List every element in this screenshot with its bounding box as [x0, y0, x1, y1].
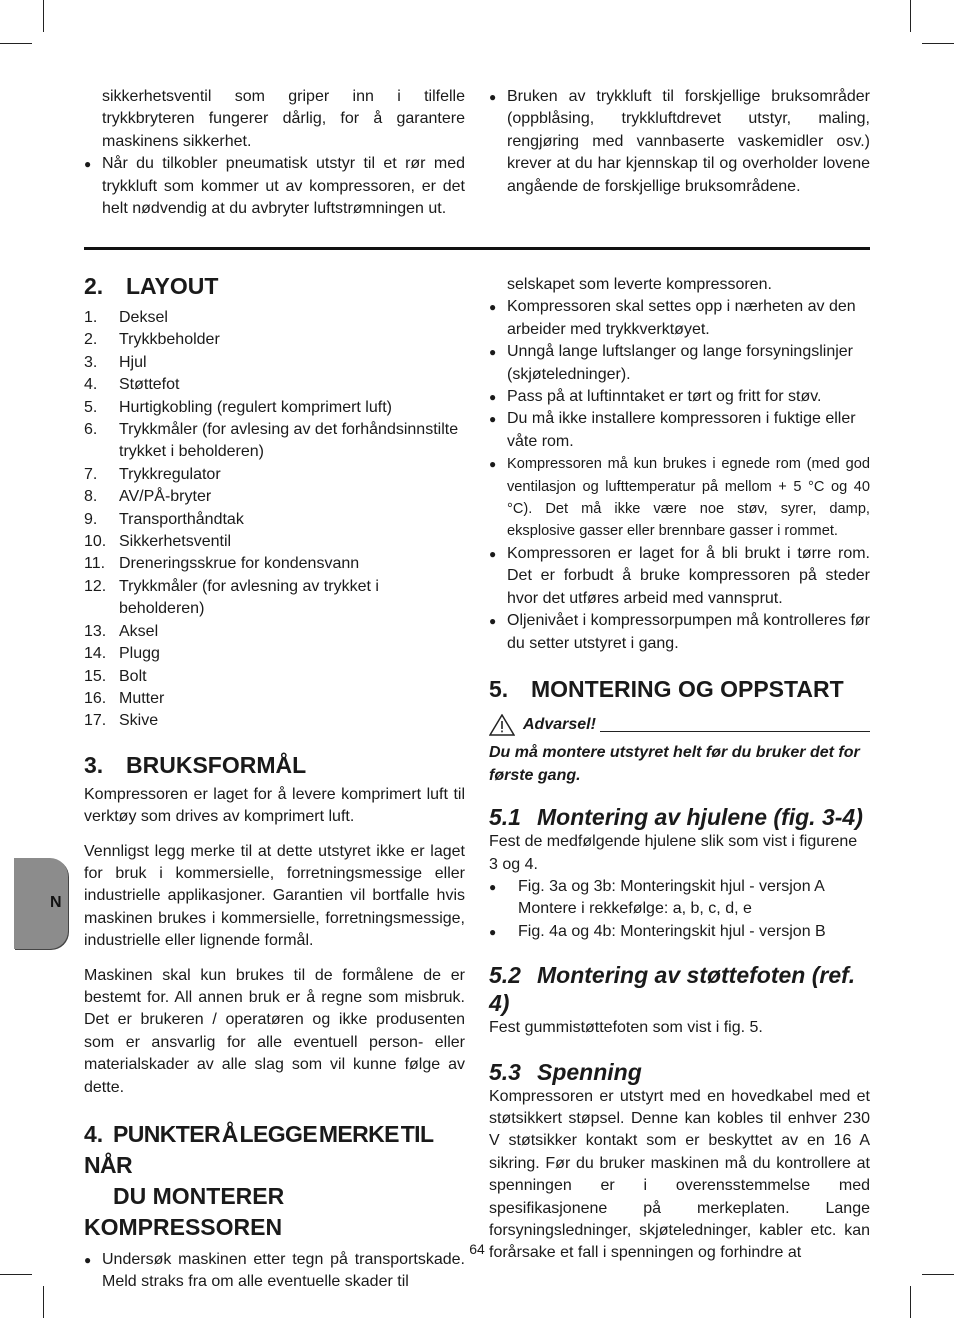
right-bullet: ● Kompressoren skal settes opp i nærheten av den arbeider med trykkverktøyet.: [489, 296, 870, 341]
layout-heading: [84, 272, 465, 301]
crop-mark: [0, 43, 32, 44]
punkter-heading: [84, 1119, 465, 1243]
list-item: 13. Aksel: [84, 622, 159, 640]
section-5-2-number: 5.2: [489, 962, 521, 989]
warning-triangle-icon: [489, 714, 515, 736]
warning-text: Du må montere utstyret helt før du bruker det for første gang.: [489, 744, 860, 784]
section-divider: [84, 247, 870, 250]
crop-mark: [922, 43, 954, 44]
punkter-heading-number: 4.: [84, 1121, 104, 1147]
list-item: 4. Støttefot: [84, 376, 180, 394]
right-bullet: ● Unngå lange luftslanger og lange forsyningslinjer (skjøteledninger).: [489, 341, 870, 386]
pneumatic-bullet: ● Når du tilkobler pneumatisk utstyr til et rør med trykkluft som kommer ut av kompressoren, er det helt nødvendig at du avbryter luftstrømningen ut.: [84, 153, 465, 220]
list-item: 9. Transporthåndtak: [84, 510, 244, 528]
list-item: 8. AV/PÅ-bryter: [84, 488, 212, 506]
right-bullet: ● Pass på at luftinntaket er tørt og fritt for støv.: [489, 386, 870, 408]
bruksformal-heading-title: BRUKSFORMÅL: [126, 751, 307, 778]
safety-valve-continuation: sikkerhetsventil som griper inn i tilfelle trykkbryteren fungerer dårlig, for å garantere maskinens sikkerhet.: [102, 88, 465, 150]
section-5-2-title: Montering av støttefoten (ref. 4): [489, 962, 856, 1017]
section-5-1-number: 5.1: [489, 804, 521, 831]
bruk-paragraph-2: Vennligst legg merke til at dette utstyret ikke er laget for bruk i kommersielle, forretningsmessige eller industrielle applikasjoner. Garantien vil bortfalle hvis maskinen brukes i kommersielle, forretningsmessige, industrielle eller lignende formål.: [84, 842, 465, 950]
bruk-paragraph-3: Maskinen skal kun brukes til de formålene de er bestemt for. All annen bruk er å regne som misbruk. Det er brukeren / operatøren og ikke produsenten som er ansvarlig for alle eventuell person- eller materialskader av alle slag som vil kunne følge av dette.: [84, 966, 465, 1096]
wheel-kit-bullet: ● Fig. 3a og 3b: Monteringskit hjul - versjon A Montere i rekkefølge: a, b, c, d, e: [489, 876, 870, 921]
list-item: 15. Bolt: [84, 667, 147, 685]
punkter-heading-title-2: DU MONTERER KOMPRESSOREN: [84, 1183, 285, 1240]
transport-damage-bullet: ● Undersøk maskinen etter tegn på transportskade. Meld straks fra om alle eventuelle skader til: [84, 1249, 465, 1294]
crop-mark: [43, 1286, 44, 1318]
warning-line: [489, 714, 870, 736]
list-item: 3. Hjul: [84, 353, 147, 371]
list-item: 2. Trykkbeholder: [84, 331, 220, 349]
montering-heading-number: 5.: [489, 675, 509, 702]
parts-list: [84, 307, 465, 733]
right-bullet: ● Du må ikke installere kompressoren i fuktige eller våte rom.: [489, 408, 870, 453]
list-item: 16. Mutter: [84, 689, 165, 707]
wheel-kit-bullet: ● Fig. 4a og 4b: Monteringskit hjul - versjon B: [489, 921, 870, 943]
list-item: 10. Sikkerhetsventil: [84, 533, 232, 551]
crop-mark: [922, 1274, 954, 1275]
left-column: [84, 272, 465, 1294]
layout-heading-number: 2.: [84, 273, 104, 299]
bruksformal-heading: [84, 751, 465, 780]
section-5-1-title: Montering av hjulene (fig. 3-4): [537, 804, 863, 831]
right-bullet: ● Oljenivået i kompressorpumpen må kontrolleres før du setter utstyret i gang.: [489, 610, 870, 655]
punkter-heading-title-1: PUNKTER Å LEGGE MERKE TIL NÅR: [84, 1121, 433, 1178]
layout-heading-title: LAYOUT: [126, 273, 219, 299]
list-item: 14. Plugg: [84, 645, 160, 663]
section-5-2-heading: [489, 961, 870, 1017]
list-item: 11. Dreneringsskrue for kondensvann: [84, 555, 360, 573]
language-tab-label: N: [50, 894, 62, 911]
top-right-column: [489, 86, 870, 198]
supplier-continuation: selskapet som leverte kompressoren.: [507, 276, 772, 293]
section-5-3-title: Spenning: [537, 1058, 642, 1085]
crop-mark: [0, 1274, 32, 1275]
list-item: 12. Trykkmåler (for avlesning av trykket i beholderen): [84, 577, 379, 618]
warning-rule: [600, 731, 870, 732]
crop-mark: [910, 0, 911, 32]
crop-mark: [43, 0, 44, 32]
section-5-3-text: Kompressoren er utstyrt med en hovedkabel med et støtsikkert støpsel. Denne kan kobles til enhver 230 V støtsikker kontakt som er beskyttet av en 16 A sikring. Før du bruker maskinen må du kontrollere at spenningen er i overensstemmelse med spesifikasjonene på merkeplaten. Lange forsyningsledninger, skjøteledninger, kabler etc. kan forårsake et fall i spenningen og forhindre at: [489, 1087, 870, 1262]
right-bullet: ● Kompressoren er laget for å bli brukt i tørre rom. Det er forbudt å bruke kompressoren på steder hvor det utføres arbeid med vannsprut.: [489, 543, 870, 610]
list-item: 6. Trykkmåler (for avlesing av det forhåndsinnstilte trykket i beholderen): [84, 421, 459, 461]
list-item: 7. Trykkregulator: [84, 465, 221, 483]
crop-mark: [910, 1286, 911, 1318]
right-bullet: ● Kompressoren må kun brukes i egnede rom (med god ventilasjon og lufttemperatur på mellom + 5 °C og 40 °C). Det må ikke være noe støv, syrer, damp, eksplosive gasser eller brennbare gasser i rommet.: [489, 453, 870, 543]
list-item: 1. Deksel: [84, 309, 168, 326]
montering-heading: [489, 675, 870, 704]
section-5-1-heading: [489, 803, 870, 831]
section-5-1-text: Fest de medfølgende hjulene slik som vist i figurene 3 og 4.: [489, 833, 858, 873]
section-5-3-heading: [489, 1058, 870, 1086]
list-item: 17. Skive: [84, 712, 159, 730]
page-number: 64: [469, 1241, 485, 1257]
list-item: 5. Hurtigkobling (regulert komprimert luft): [84, 398, 392, 416]
montering-heading-title: MONTERING OG OPPSTART: [531, 675, 844, 702]
language-tab: [14, 858, 68, 949]
top-left-column: [84, 86, 465, 220]
warning-label: Advarsel!: [523, 715, 596, 733]
right-column: [489, 274, 870, 1265]
bruk-paragraph-1: Kompressoren er laget for å levere komprimert luft til verktøy som drives av komprimert luft.: [84, 785, 465, 826]
compressed-air-bullet: ● Bruken av trykkluft til forskjellige bruksområder (oppblåsing, trykkluftdrevet utstyr, maling, rengjøring med vannbaserte vaskemidler osv.) krever at du har kjennskap til og overholder lovene angående de forskjellige bruksområdene.: [489, 86, 870, 198]
section-5-3-number: 5.3: [489, 1058, 521, 1085]
section-5-2-text: Fest gummistøttefoten som vist i fig. 5.: [489, 1019, 763, 1037]
bruksformal-heading-number: 3.: [84, 751, 104, 778]
